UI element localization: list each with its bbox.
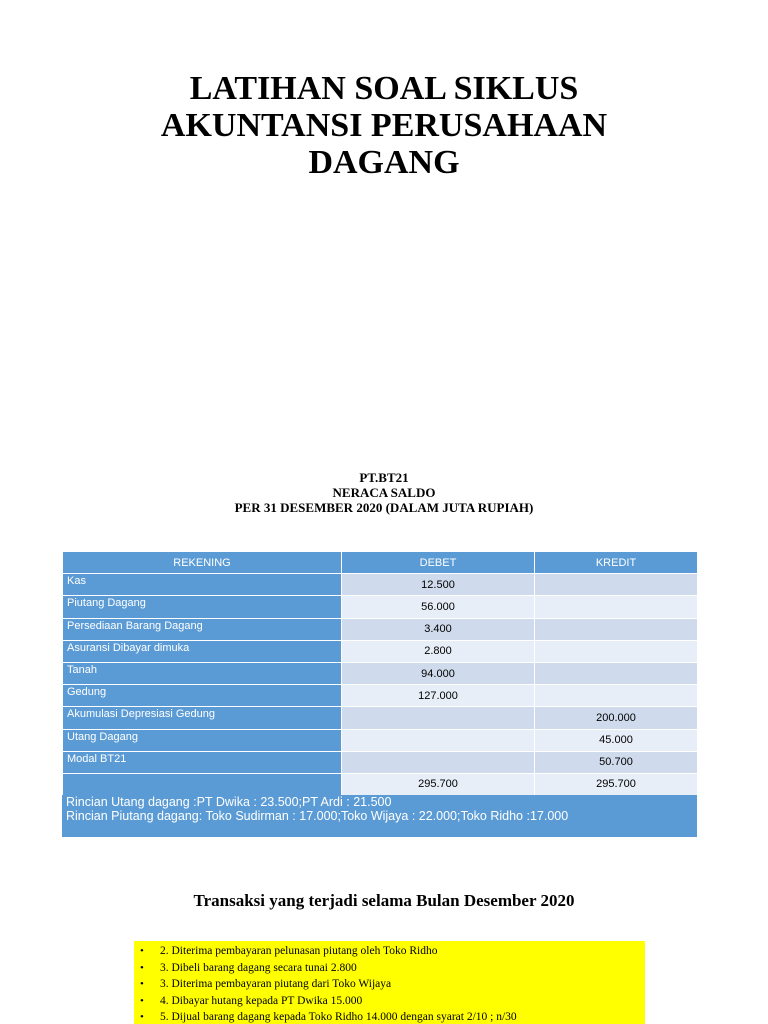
credit-cell: [535, 685, 698, 707]
report-heading: [0, 470, 768, 515]
report-period: PER 31 DESEMBER 2020 (DALAM JUTA RUPIAH): [234, 500, 534, 515]
page-title: [0, 70, 768, 181]
table-row: [63, 685, 698, 707]
account-cell: [63, 773, 342, 795]
details-note: [62, 795, 697, 837]
account-cell: Gedung: [63, 685, 342, 707]
column-header-account: REKENING: [63, 552, 342, 574]
credit-cell: [535, 662, 698, 684]
transaction-text: 3. Dibeli barang dagang secara tunai 2.800: [160, 961, 357, 974]
table-row: [63, 729, 698, 751]
total-row: [63, 773, 698, 795]
debit-cell: 3.400: [342, 618, 535, 640]
credit-cell: [535, 596, 698, 618]
transaction-text: 3. Diterima pembayaran piutang dari Toko Wijaya: [160, 978, 392, 990]
credit-cell: 45.000: [535, 729, 698, 751]
title-line-1: LATIHAN SOAL SIKLUS: [189, 70, 579, 107]
table-header-row: [63, 552, 698, 574]
transactions-box: [134, 941, 645, 1024]
company-name: PT.BT21: [359, 470, 409, 485]
debit-cell: [342, 729, 535, 751]
bullet-icon: •: [140, 994, 144, 1007]
table-row: [63, 707, 698, 729]
receivables-detail: Rincian Piutang dagang: Toko Sudirman : 17.000;Toko Wijaya : 22.000;Toko Ridho :17.000: [66, 809, 569, 823]
credit-total: 295.700: [535, 773, 698, 795]
debit-total: 295.700: [342, 773, 535, 795]
account-cell: Piutang Dagang: [63, 596, 342, 618]
table-row: [63, 640, 698, 662]
transactions-list: [134, 941, 645, 1024]
list-item: [134, 943, 645, 960]
table-row: [63, 574, 698, 596]
account-cell: Utang Dagang: [63, 729, 342, 751]
list-item: [134, 1009, 645, 1024]
account-cell: Akumulasi Depresiasi Gedung: [63, 707, 342, 729]
debit-cell: 12.500: [342, 574, 535, 596]
transaction-text: 5. Dijual barang dagang kepada Toko Ridho 14.000 dengan syarat 2/10 ; n/30: [160, 1011, 517, 1023]
credit-cell: [535, 640, 698, 662]
debit-cell: 94.000: [342, 662, 535, 684]
transactions-title: Transaksi yang terjadi selama Bulan Desember 2020: [193, 891, 575, 910]
debit-cell: [342, 707, 535, 729]
table-row: [63, 662, 698, 684]
debit-cell: 127.000: [342, 685, 535, 707]
bullet-icon: •: [140, 1011, 144, 1023]
payables-detail: Rincian Utang dagang :PT Dwika : 23.500;PT Ardi : 21.500: [66, 795, 392, 809]
debit-cell: 2.800: [342, 640, 535, 662]
bullet-icon: •: [140, 978, 144, 990]
debit-cell: [342, 751, 535, 773]
table-row: [63, 751, 698, 773]
account-cell: Tanah: [63, 662, 342, 684]
account-cell: Asuransi Dibayar dimuka: [63, 640, 342, 662]
list-item: [134, 993, 645, 1010]
title-line-3: DAGANG: [308, 144, 460, 181]
transaction-text: 2. Diterima pembayaran pelunasan piutang oleh Toko Ridho: [160, 945, 438, 957]
column-header-debit: DEBET: [342, 552, 535, 574]
credit-cell: [535, 574, 698, 596]
account-cell: Kas: [63, 574, 342, 596]
report-name: NERACA SALDO: [332, 485, 436, 500]
title-line-2: AKUNTANSI PERUSAHAAN: [160, 107, 608, 144]
column-header-credit: KREDIT: [535, 552, 698, 574]
account-cell: Persediaan Barang Dagang: [63, 618, 342, 640]
credit-cell: 200.000: [535, 707, 698, 729]
bullet-icon: •: [140, 945, 144, 957]
debit-cell: 56.000: [342, 596, 535, 618]
bullet-icon: •: [140, 961, 144, 974]
credit-cell: [535, 618, 698, 640]
table-row: [63, 596, 698, 618]
account-cell: Modal BT21: [63, 751, 342, 773]
list-item: [134, 960, 645, 977]
list-item: [134, 976, 645, 993]
credit-cell: 50.700: [535, 751, 698, 773]
table-row: [63, 618, 698, 640]
trial-balance-table: [62, 551, 698, 796]
transaction-text: 4. Dibayar hutang kepada PT Dwika 15.000: [160, 994, 363, 1007]
